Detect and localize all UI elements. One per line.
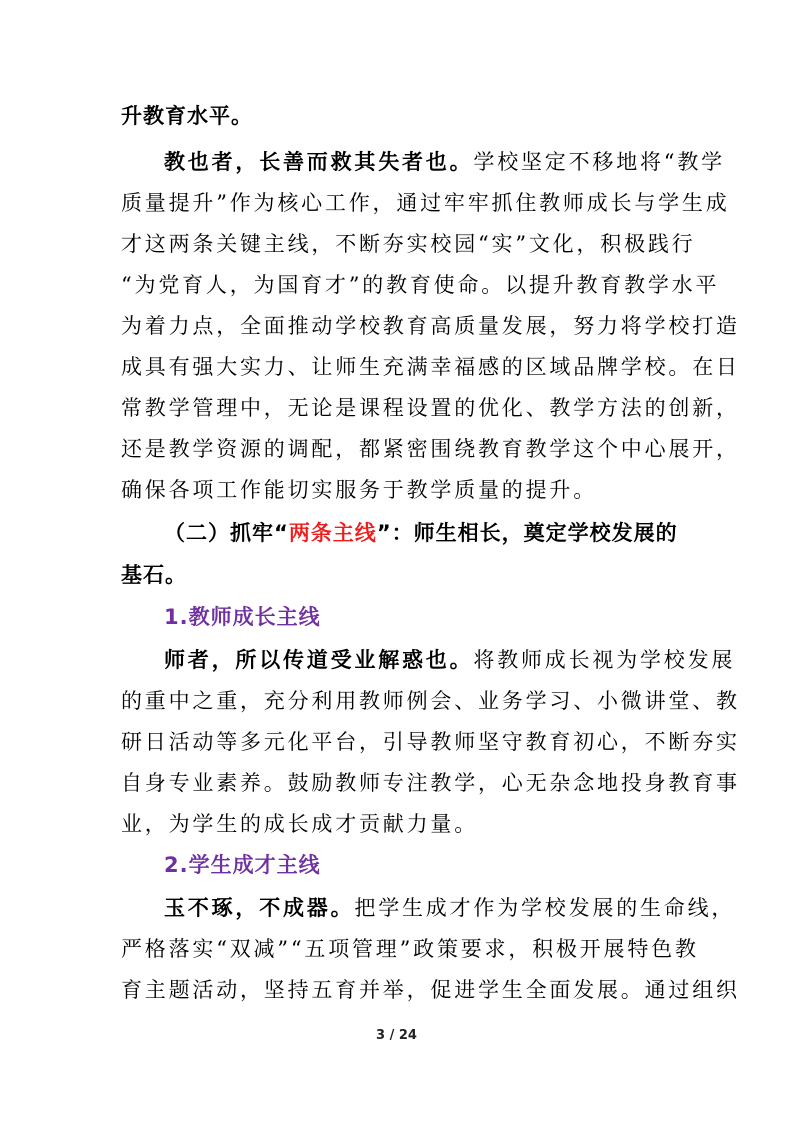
paragraph-2-line-2: 的重中之重，充分利用教师例会、业务学习、小微讲堂、教 xyxy=(121,689,740,713)
paragraph-1-lead: 教也者，长善而救其失者也。 xyxy=(164,149,474,174)
paragraph-3-line-1-text: 把学生成才作为学校发展的生命线， xyxy=(354,896,736,920)
page-number: 3 / 24 xyxy=(376,1028,417,1043)
paragraph-2-line-1 xyxy=(164,640,735,680)
continuation-text: 升教育水平。 xyxy=(121,104,253,128)
paragraph-1-line-4: “为党育人，为国育才”的教育使命。以提升教育教学水平 xyxy=(121,273,720,297)
paragraph-3-line-3: 育主题活动，坚持五育并举，促进学生全面发展。通过组织 xyxy=(121,978,740,1002)
section-heading-2-line-2: 基石。 xyxy=(121,563,187,587)
section-heading-suffix: ”：师生相长，奠定学校发展的 xyxy=(376,521,678,545)
paragraph-3-line-1 xyxy=(164,888,735,928)
paragraph-1-line-8: 还是教学资源的调配，都紧密围绕教育教学这个中心展开， xyxy=(121,437,740,461)
paragraph-2-line-1-text: 将教师成长视为学校发展 xyxy=(473,648,736,672)
paragraph-2-line-4: 自身专业素养。鼓励教师专注教学，心无杂念地投身教育事 xyxy=(121,771,740,795)
paragraph-1-line-1 xyxy=(164,142,725,182)
paragraph-1-line-2: 质量提升”作为核心工作，通过牢牢抓住教师成长与学生成 xyxy=(121,191,730,215)
paragraph-2-line-5: 业，为学生的成长成才贡献力量。 xyxy=(121,812,478,836)
continuation-line xyxy=(121,96,253,136)
paragraph-1-line-1-text: 学校坚定不移地将“教学 xyxy=(473,150,725,174)
paragraph-1-line-3: 才这两条关键主线，不断夯实校园“实”文化，积极践行 xyxy=(121,232,696,256)
paragraph-1-line-6: 成具有强大实力、让师生充满幸福感的区域品牌学校。在日 xyxy=(121,355,740,379)
subheading-student-success: 2.学生成才主线 xyxy=(164,853,321,877)
section-heading-highlight: 两条主线 xyxy=(288,521,377,545)
section-heading-2 xyxy=(164,513,678,553)
paragraph-3-line-2: 严格落实“双减”“五项管理”政策要求，积极开展特色教 xyxy=(121,937,699,961)
paragraph-1-line-7: 常教学管理中，无论是课程设置的优化、教学方法的创新， xyxy=(121,396,740,420)
paragraph-1-line-9: 确保各项工作能切实服务于教学质量的提升。 xyxy=(121,478,597,502)
section-heading-prefix: （二）抓牢“ xyxy=(164,521,289,545)
subheading-teacher-growth: 1.教师成长主线 xyxy=(164,605,321,629)
paragraph-3-lead: 玉不琢，不成器。 xyxy=(164,895,355,920)
paragraph-2-line-3: 研日活动等多元化平台，引导教师坚守教育初心，不断夯实 xyxy=(121,730,740,754)
paragraph-1-line-5: 为着力点，全面推动学校教育高质量发展，努力将学校打造 xyxy=(121,314,740,338)
paragraph-2-lead: 师者，所以传道受业解惑也。 xyxy=(164,647,474,672)
